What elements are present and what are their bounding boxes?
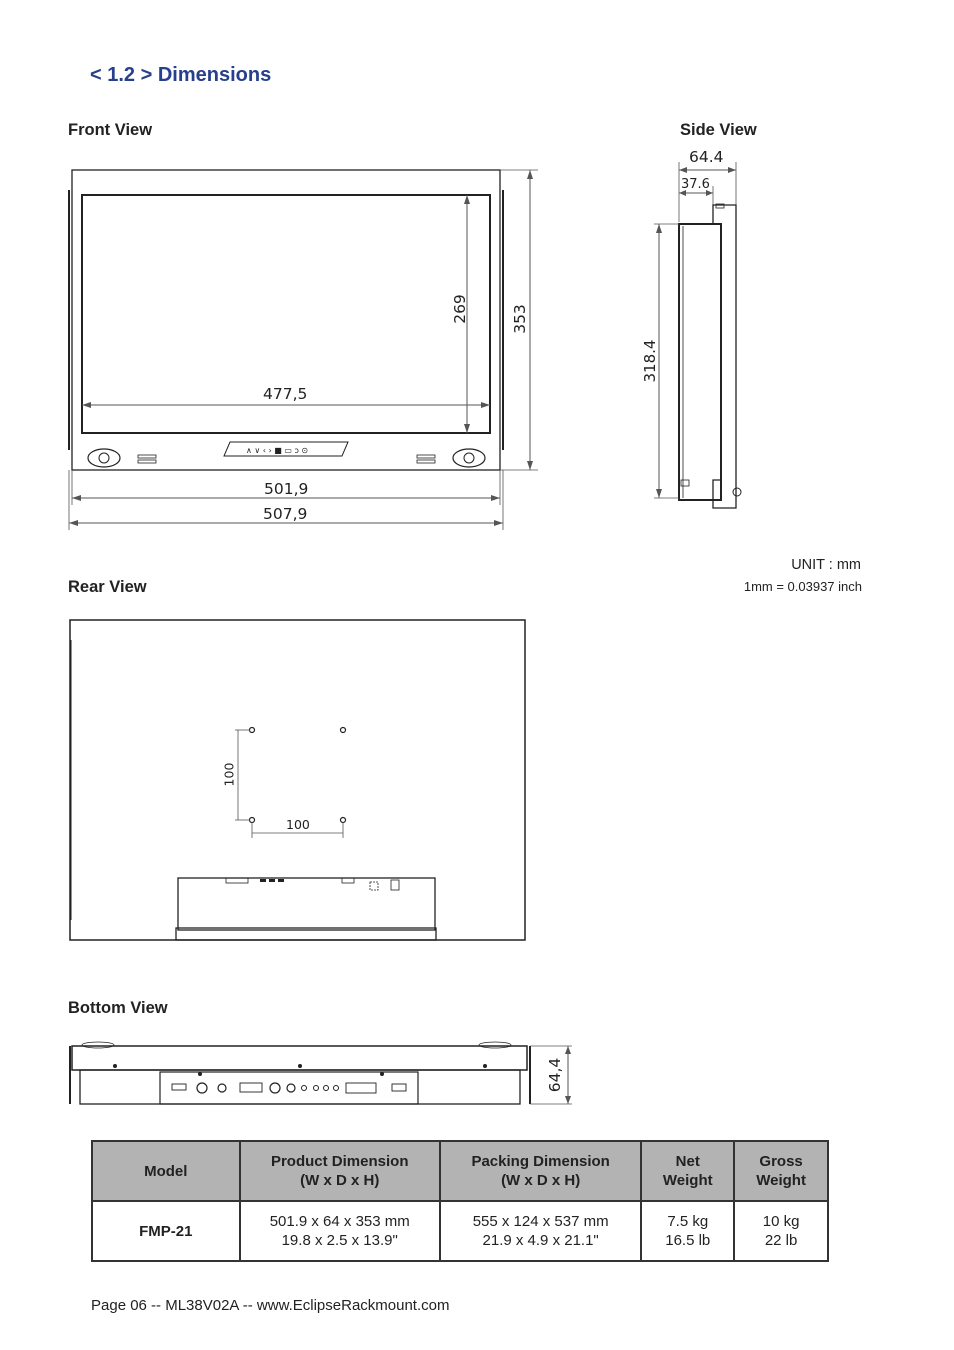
body-width-dim: 501,9 [264, 480, 309, 498]
total-height-dim: 353 [511, 304, 529, 334]
cell-net-weight: 7.5 kg 16.5 lb [641, 1201, 734, 1261]
side-view-drawing [640, 150, 760, 520]
spec-table [91, 1140, 829, 1262]
page-footer: Page 06 -- ML38V02A -- www.EclipseRackmount.com [91, 1297, 450, 1314]
side-view-label: Side View [680, 121, 757, 139]
bottom-depth-dim: 64,4 [546, 1057, 564, 1093]
front-view-drawing [60, 160, 550, 535]
header-model: Model [92, 1141, 240, 1201]
vesa-vertical-dim: 100 [221, 762, 237, 787]
cell-gross-weight: 10 kg 22 lb [734, 1201, 828, 1261]
side-height-dim: 318.4 [641, 339, 659, 383]
rear-view-drawing [60, 610, 540, 950]
screen-width-dim: 477,5 [263, 385, 308, 403]
svg-text:∧ ∨ ‹ › ■ ▭ ↄ ⊙: ∧ ∨ ‹ › ■ ▭ ↄ ⊙ [246, 446, 309, 455]
screen-height-dim: 269 [451, 294, 469, 324]
vesa-horizontal-dim: 100 [286, 817, 310, 832]
unit-label: UNIT : mm [791, 557, 861, 573]
bottom-view-drawing [60, 1038, 580, 1112]
cell-model: FMP-21 [92, 1201, 240, 1261]
cell-product-dimension: 501.9 x 64 x 353 mm 19.8 x 2.5 x 13.9" [240, 1201, 440, 1261]
header-packing-dimension: Packing Dimension (W x D x H) [440, 1141, 641, 1201]
table-row [92, 1201, 828, 1261]
front-view-label: Front View [68, 121, 153, 139]
header-net-weight: Net Weight [641, 1141, 734, 1201]
side-depth-dim: 64.4 [689, 148, 724, 166]
table-header-row [92, 1141, 828, 1201]
rear-view-label: Rear View [68, 578, 147, 596]
unit-conversion: 1mm = 0.03937 inch [743, 579, 862, 594]
side-panel-depth-dim: 37.6 [681, 177, 710, 192]
bottom-view-label: Bottom View [68, 999, 168, 1017]
total-width-dim: 507,9 [263, 505, 308, 523]
header-product-dimension: Product Dimension (W x D x H) [240, 1141, 440, 1201]
cell-packing-dimension: 555 x 124 x 537 mm 21.9 x 4.9 x 21.1" [440, 1201, 641, 1261]
page-heading: < 1.2 > Dimensions [90, 64, 272, 86]
header-gross-weight: Gross Weight [734, 1141, 828, 1201]
